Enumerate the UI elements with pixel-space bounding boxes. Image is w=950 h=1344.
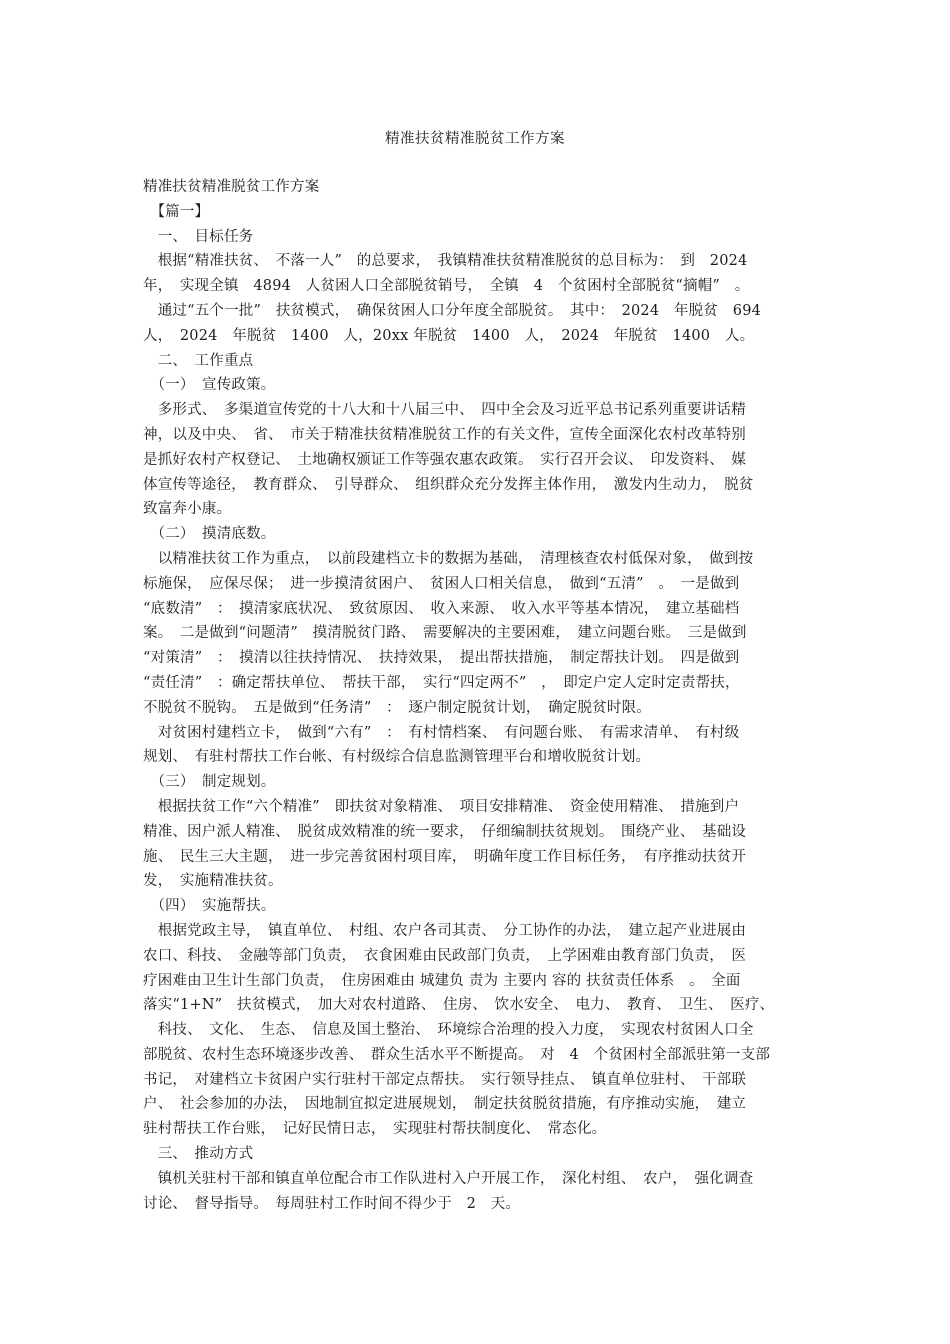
text-line: （一） 宣传政策。 [143,377,276,394]
text-line: 对贫困村建档立卡， 做到“六有” ： 有村情档案、 有问题台账、 有需求清单、 有村级 [143,724,740,741]
text-line: 驻村帮扶工作台账， 记好民情日志， 实现驻村帮扶制度化、 常态化。 [143,1121,607,1138]
text-line: 体宣传等途径， 教育群众、 引导群众、 组织群众充分发挥主体作用， 激发内生动力， 脱贫 [143,476,754,493]
text-line: （四） 实施帮扶。 [143,898,276,915]
text-line: 一、 目标任务 [143,228,254,245]
text-line: 致富奔小康。 [143,501,232,518]
text-line: 人， 2024 年脱贫 1400 人，20xx 年脱贫 1400 人， 2024 年脱贫 1400 人。 [143,327,755,344]
text-line: 根据扶贫工作“六个精准” 即扶贫对象精准、 项目安排精准、 资金使用精准、 措施到户 [143,798,740,815]
text-line: 案。 二是做到“问题清” 摸清脱贫门路、 需要解决的主要困难， 建立问题台账。 三是做到 [143,625,747,642]
text-line: 三、 推动方式 [143,1146,254,1163]
text-line: 标施保， 应保尽保； 进一步摸清贫困户、 贫困人口相关信息， 做到“五清” 。 一是做到 [143,575,740,592]
text-line: “对策清” ： 摸清以往扶持情况、 扶持效果， 提出帮扶措施， 制定帮扶计划。 四是做到 [143,650,740,667]
text-line: 发， 实施精准扶贫。 [143,873,283,890]
text-line: “责任清” ：确定帮扶单位、 帮扶干部， 实行“四定两不” ， 即定户定人定时定责帮扶， [143,674,740,691]
text-line: 镇机关驻村干部和镇直单位配合市工作队进村入户开展工作， 深化村组、 农户， 强化调查 [143,1170,754,1187]
text-line: 年， 实现全镇 4894 人贫困人口全部脱贫销号， 全镇 4 个贫困村全部脱贫“摘帽” 。 [143,278,750,295]
text-line: 施、 民生三大主题， 进一步完善贫困村项目库， 明确年度工作目标任务， 有序推动扶贫开 [143,848,747,865]
text-line: 以精准扶贫工作为重点， 以前段建档立卡的数据为基础， 清理核查农村低保对象， 做到按 [143,550,754,567]
text-line: （三） 制定规划。 [143,774,276,791]
text-line: （二） 摸清底数。 [143,526,276,543]
text-line: 讨论、 督导指导。 每周驻村工作时间不得少于 2 天。 [143,1195,521,1212]
text-line: 【篇一】 [143,203,210,220]
text-line: 是抓好农村产权登记、 土地确权颁证工作等强农惠农政策。 实行召开会议、 印发资料、 媒 [143,451,747,468]
text-line: 部脱贫、农村生态环境逐步改善、 群众生活水平不断提高。 对 4 个贫困村全部派驻第一支部 [143,1046,771,1063]
text-line: 科技、 文化、 生态、 信息及国土整治、 环境综合治理的投入力度， 实现农村贫困人口全 [143,1022,754,1039]
text-line: 精准、因户派人精准、 脱贫成效精准的统一要求， 仔细编制扶贫规划。 围绕产业、 基础设 [143,823,747,840]
text-line: 书记， 对建档立卡贫困户实行驻村干部定点帮扶。 实行领导挂点、 镇直单位驻村、 干部联 [143,1071,747,1088]
text-line: 户、 社会参加的办法， 因地制宜拟定进展规划， 制定扶贫脱贫措施，有序推动实施， 建立 [143,1096,747,1113]
text-line: 疗困难由卫生计生部门负责， 住房困难由 城建负 责为 主要内 容的 扶贫责任体系 。 全面 [143,972,741,989]
text-line: 通过“五个一批” 扶贫模式， 确保贫困人口分年度全部脱贫。 其中： 2024 年脱贫 694 [143,302,762,319]
text-line: 落实“1+N” 扶贫模式， 加大对农村道路、 住房、 饮水安全、 电力、 教育、 卫生、 医疗、 [143,997,775,1014]
text-line: 神，以及中央、 省、 市关于精准扶贫精准脱贫工作的有关文件，宣传全面深化农村改革特别 [143,426,746,443]
document-body [143,175,815,1216]
document-title: 精准扶贫精准脱贫工作方案 [385,131,565,147]
text-line: 规划、 有驻村帮扶工作台帐、有村级综合信息监测管理平台和增收脱贫计划。 [143,749,651,766]
text-line: “底数清” ： 摸清家底状况、 致贫原因、 收入来源、 收入水平等基本情况， 建立基础档 [143,600,740,617]
text-line: 根据“精准扶贫、 不落一人” 的总要求， 我镇精准扶贫精准脱贫的总目标为： 到 2024 [143,253,748,270]
text-line: 二、 工作重点 [143,352,254,369]
text-line: 不脱贫不脱钩。 五是做到“任务清” ： 逐户制定脱贫计划， 确定脱贫时限。 [143,699,651,716]
text-line: 多形式、 多渠道宣传党的十八大和十八届三中、 四中全会及习近平总书记系列重要讲话精 [143,402,746,419]
text-line: 农口、科技、 金融等部门负责， 衣食困难由民政部门负责， 上学困难由教育部门负责， 医 [143,947,747,964]
text-line: 根据党政主导， 镇直单位、 村组、农户各司其责、 分工协作的办法， 建立起产业进展由 [143,922,747,939]
text-line: 精准扶贫精准脱贫工作方案 [143,179,320,195]
